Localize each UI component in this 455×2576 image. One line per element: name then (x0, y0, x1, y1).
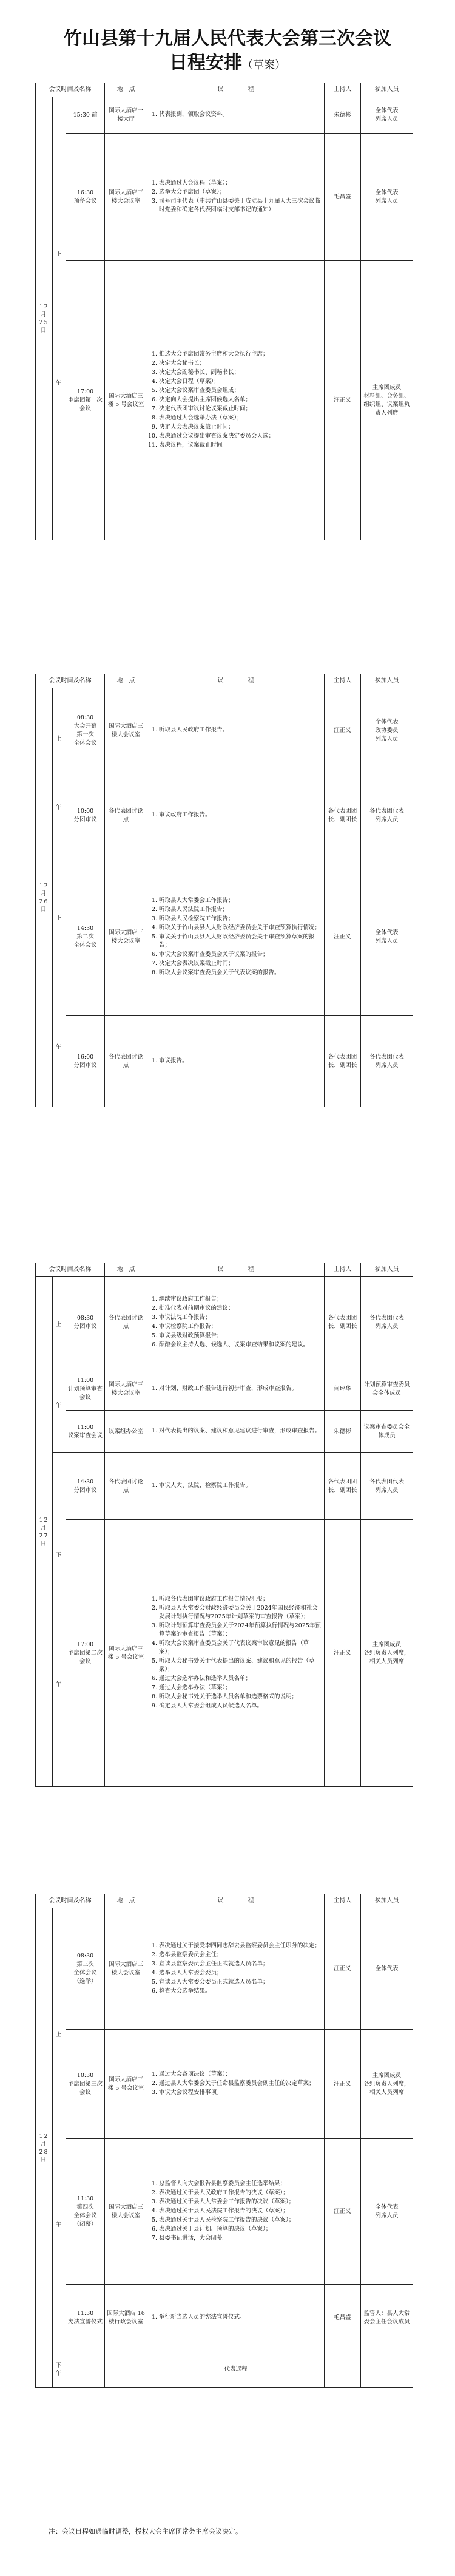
agenda: 1. 举行新当选人员的宪法宣誓仪式。 (147, 2285, 325, 2351)
schedule-sheet-day1 (35, 83, 413, 544)
location: 国际大酒店 16 楼行政会议室 (105, 2285, 147, 2351)
host: 汪正义 (325, 858, 361, 1016)
agenda: 1. 继续审议政府工作报告； 2. 批准代表对前期审议的建议； 3. 审议法院工作报告； 4. 审议检察院工作报告； 5. 审议县级财政预算报告； 6. 酝酿会议主持人选、候选人、议案审查结果和议案的建议。 (147, 1277, 325, 1368)
agenda: 1. 听取县人民政府工作报告。 (147, 688, 325, 773)
host: 朱德彬 (325, 1411, 361, 1453)
host (325, 2351, 361, 2388)
meeting-name (66, 2351, 105, 2388)
agenda: 1. 表决通过关于接受李四同志辞去县监察委员会主任职务的决定； 2. 选举县监察委员会主任； 3. 宣读县监察委员会主任正式就选人员名单； 4. 选举县人大常委会委员； 5. 宣读县人大常委会委员正式就选人员名单； 6. 检查大会选举结果。 (147, 1908, 325, 2030)
table-row (36, 1908, 413, 2030)
header-time: 会议时间及名称 (36, 1894, 105, 1908)
meeting-name: 11:00 议案审查会议 (66, 1411, 105, 1453)
schedule-sheet-day4 (35, 1894, 413, 2519)
meeting-name: 10:00 分团审议 (66, 773, 105, 858)
meeting-name: 08:30 大会开幕 第一次 全体会议 (66, 688, 105, 773)
table-row (36, 97, 413, 134)
header-time: 会议时间及名称 (36, 674, 105, 688)
meeting-name: 11:30 第四次 全体会议 （闭幕） (66, 2139, 105, 2285)
host: 汪正义 (325, 1520, 361, 1787)
agenda: 1. 审议人大、法院、检察院工作报告。 (147, 1453, 325, 1520)
pm-cell: 下 午 (53, 858, 66, 1107)
schedule-sheet-day2 (35, 674, 413, 1171)
am-cell: 上 午 (53, 1277, 66, 1453)
location: 国际大酒店一楼大厅 (105, 97, 147, 134)
host: 汪正义 (325, 261, 361, 540)
meeting-name: 14:30 第二次 全体会议 (66, 858, 105, 1016)
meeting-name: 16:30 预备会议 (66, 134, 105, 261)
header-agenda: 议 程 (147, 83, 325, 97)
header-host: 主持人 (325, 1263, 361, 1277)
header-attendees: 参加人员 (361, 1263, 413, 1277)
meeting-name: 16:00 分团审议 (66, 1016, 105, 1107)
header-host: 主持人 (325, 674, 361, 688)
attendees: 全体代表 列席人员 (361, 2139, 413, 2285)
schedule-table-day2 (35, 674, 413, 1107)
am-cell: 上 午 (53, 688, 66, 858)
title-line-2 (0, 51, 455, 78)
host: 各代表团团长、副团长 (325, 1016, 361, 1107)
agenda: 1. 审议政府工作报告。 (147, 773, 325, 858)
table-row (36, 1411, 413, 1453)
date-cell: 12 月 27 日 (36, 1277, 53, 1787)
host: 何坪华 (325, 1368, 361, 1411)
meeting-name: 08:30 分团审议 (66, 1277, 105, 1368)
host: 汪正义 (325, 1908, 361, 2030)
host: 朱德彬 (325, 97, 361, 134)
location: 各代表团讨论点 (105, 1453, 147, 1520)
schedule-table-day4 (35, 1894, 413, 2388)
table-row (36, 1368, 413, 1411)
agenda: 1. 听取各代表团审议政府工作报告情况汇报； 2. 听取县人大常委会财政经济委员会关于2024年国民经济和社会发展计划执行情况与2025年计划草案的审查报告（草案）； 3. 听取计划预算审查委员会关于2024年预算执行情况与2025年预算草案的审查报告（草案）； 4. 听取大会议案审查委员会关于代表议案审议意见的报告（草案）； 5. 听取大会秘书处关于代表提出的议案、建议和意见的报告（草案）； 6. 通过大会选举办法和选举人员名单； 7. 通过大会选举办法（草案）； 8. 听取大会秘书处关于选举人员名单和选票格式的说明； 9. 确定县人大常委会组成人员候选人名单。 (147, 1520, 325, 1787)
header-time: 会议时间及名称 (36, 1263, 105, 1277)
attendees: 各代表团代表 列席人员 (361, 773, 413, 858)
header-row (36, 674, 413, 688)
am-cell: 上 午 (53, 1908, 66, 2351)
host: 汪正义 (325, 2030, 361, 2139)
title-line-1: 竹山县第十九届人民代表大会第三次会议 (64, 28, 391, 49)
location: 各代表团讨论点 (105, 1277, 147, 1368)
footnote: 注：会议日程如遇临时调整，授权大会主席团常务主席会议决定。 (49, 2527, 242, 2535)
location: 议案组办公室 (105, 1411, 147, 1453)
header-attendees: 参加人员 (361, 674, 413, 688)
table-row (36, 688, 413, 773)
header-attendees: 参加人员 (361, 83, 413, 97)
agenda: 1. 审议报告。 (147, 1016, 325, 1107)
header-row (36, 83, 413, 97)
table-row (36, 858, 413, 1016)
location: 国际大酒店三楼大会议室 (105, 1368, 147, 1411)
location: 国际大酒店三楼大会议室 (105, 134, 147, 261)
table-row (36, 2139, 413, 2285)
attendees: 全体代表 列席人员 (361, 858, 413, 1016)
host: 各代表团团长、副团长 (325, 773, 361, 858)
attendees: 主席团成员 各组负责人列席，相关人员列席 (361, 2030, 413, 2139)
header-agenda: 议 程 (147, 674, 325, 688)
date-cell: 12 月 26 日 (36, 688, 53, 1107)
table-row (36, 2030, 413, 2139)
attendees: 全体代表 政协委员 列席人员 (361, 688, 413, 773)
attendees (361, 2351, 413, 2388)
attendees: 全体代表 列席人员 (361, 134, 413, 261)
header-host: 主持人 (325, 83, 361, 97)
meeting-name: 17:00 主席团第二次会议 (66, 1520, 105, 1787)
pm-cell: 下 午 (53, 97, 66, 540)
host: 汪正义 (325, 2139, 361, 2285)
title-text: 日程安排 (169, 52, 242, 73)
location: 国际大酒店三楼大会议室 (105, 1908, 147, 2030)
agenda: 代表返程 (147, 2351, 325, 2388)
attendees: 计划预算审查委员会全体成员 (361, 1368, 413, 1411)
location: 国际大酒店三楼 5 号会议室 (105, 261, 147, 540)
header-location: 地 点 (105, 674, 147, 688)
header-agenda: 议 程 (147, 1263, 325, 1277)
host: 毛昌盛 (325, 134, 361, 261)
attendees: 全体代表 (361, 1908, 413, 2030)
host: 汪正义 (325, 688, 361, 773)
header-row (36, 1263, 413, 1277)
date-cell: 12 月 28 日 (36, 1908, 53, 2388)
meeting-name: 17:00 主席团第一次会议 (66, 261, 105, 540)
header-time: 会议时间及名称 (36, 83, 105, 97)
location: 国际大酒店三楼大会议室 (105, 858, 147, 1016)
table-row (36, 773, 413, 858)
agenda: 1. 表决通过大会议程（草案）； 2. 选举大会主席团（草案）； 3. 司号司主代表（中共竹山县委关于成立县十九届人大三次会议临时党委和确定各代表团临时支部书记的通知） (147, 134, 325, 261)
table-row (36, 1520, 413, 1787)
header-location: 地 点 (105, 1894, 147, 1908)
pm-cell: 下 午 (53, 1453, 66, 1787)
attendees: 全体代表 列席人员 (361, 97, 413, 134)
meeting-name: 15:30 前 (66, 97, 105, 134)
host: 毛昌盛 (325, 2285, 361, 2351)
attendees: 议案审查委员会全体成员 (361, 1411, 413, 1453)
attendees: 主席团成员 材料组、会务组、组织组、议案组负责人列席 (361, 261, 413, 540)
header-attendees: 参加人员 (361, 1894, 413, 1908)
meeting-name: 10:30 主席团第三次会议 (66, 2030, 105, 2139)
host: 各代表团团长、副团长 (325, 1453, 361, 1520)
date-cell: 12 月 25 日 (36, 97, 53, 540)
header-agenda: 议 程 (147, 1894, 325, 1908)
pm-cell: 下 午 (53, 2351, 66, 2388)
table-row (36, 2285, 413, 2351)
header-host: 主持人 (325, 1894, 361, 1908)
table-row (36, 1016, 413, 1107)
table-row (36, 261, 413, 540)
meeting-name: 11:30 宪法宣誓仪式 (66, 2285, 105, 2351)
attendees: 各代表团代表 列席人员 (361, 1453, 413, 1520)
table-row (36, 134, 413, 261)
attendees: 各代表团代表 列席人员 (361, 1016, 413, 1107)
location: 国际大酒店三楼大会议室 (105, 688, 147, 773)
host: 各代表团团长、副团长 (325, 1277, 361, 1368)
location: 国际大酒店三楼 5 号会议室 (105, 2030, 147, 2139)
table-row (36, 2351, 413, 2388)
schedule-table-day1 (35, 83, 413, 540)
location: 国际大酒店三楼 5 号会议室 (105, 1520, 147, 1787)
draft-label: （草案） (242, 59, 286, 72)
meeting-name: 08:30 第三次 全体会议 （选举） (66, 1908, 105, 2030)
agenda: 1. 对代表提出的议案、建议和意见建议进行审查，形成审查报告。 (147, 1411, 325, 1453)
meeting-name: 14:30 分团审议 (66, 1453, 105, 1520)
agenda: 1. 听取县人大常委会工作报告； 2. 听取县人民法院工作报告； 3. 听取县人民检察院工作报告； 4. 听取关于竹山县县人大财政经济委员会关于审查预算执行情况； 5. 审议关于竹山县县人大财政经济委员会关于审查预算草案的报告； 6. 审议大会议案审查委员会关于议案的报告； 7. 决定大会表决议案截止时间； 8. 听取大会议案审查委员会关于代表议案的报告。 (147, 858, 325, 1016)
location: 国际大酒店三楼大会议室 (105, 2139, 147, 2285)
header-row (36, 1894, 413, 1908)
attendees: 主席团成员 各组负责人列席，相关人员列席 (361, 1520, 413, 1787)
agenda: 1. 代表报到，领取会议资料。 (147, 97, 325, 134)
table-row (36, 1277, 413, 1368)
attendees: 监誓人：县人大常委会主任会议成员 (361, 2285, 413, 2351)
agenda: 1. 总监督人向大会报告县监察委员会主任选举结果； 2. 表决通过关于县人民政府工作报告的决议（草案）； 3. 表决通过关于县人大常委会工作报告的决议（草案）； 4. 表决通过关于县人民法院工作报告的决议（草案）； 5. 表决通过关于县人民检察院工作报告的决议（草案）； 6. 表决通过关于县计划、预算的决议（草案）； 7. 县委书记讲话，大会闭幕。 (147, 2139, 325, 2285)
location (105, 2351, 147, 2388)
location: 各代表团讨论点 (105, 773, 147, 858)
schedule-table-day3 (35, 1263, 413, 1787)
header-location: 地 点 (105, 83, 147, 97)
header-location: 地 点 (105, 1263, 147, 1277)
agenda: 1. 通过大会各项决议（草案）； 2. 通过县人大常委会关于任命县监察委员会副主任的决定草案； 3. 审议大会议程安排事项。 (147, 2030, 325, 2139)
schedule-sheet-day3 (35, 1263, 413, 1797)
agenda: 1. 推选大会主席团常务主席和大会执行主席； 2. 决定大会秘书长； 3. 决定大会副秘书长、副秘书长； 4. 决定大会日程（草案）； 5. 决定大会议案审查委员会组成； 6. 决定向大会提出主席团候选人名单； 7. 决定代表团审议讨论议案截止时间； 8. 表决通过大会选举办法（草案）； 9. 决定大会表决议案截止时间； 10. 表决通过会议提出审查议案决定委员会人选； 11. 表决议程，议案截止时间。 (147, 261, 325, 540)
location: 各代表团讨论点 (105, 1016, 147, 1107)
meeting-name: 11:00 计划预算审查会议 (66, 1368, 105, 1411)
agenda: 1. 对计划、财政工作报告进行初步审查，形成审查报告。 (147, 1368, 325, 1411)
attendees: 各代表团代表 列席人员 (361, 1277, 413, 1368)
table-row (36, 1453, 413, 1520)
